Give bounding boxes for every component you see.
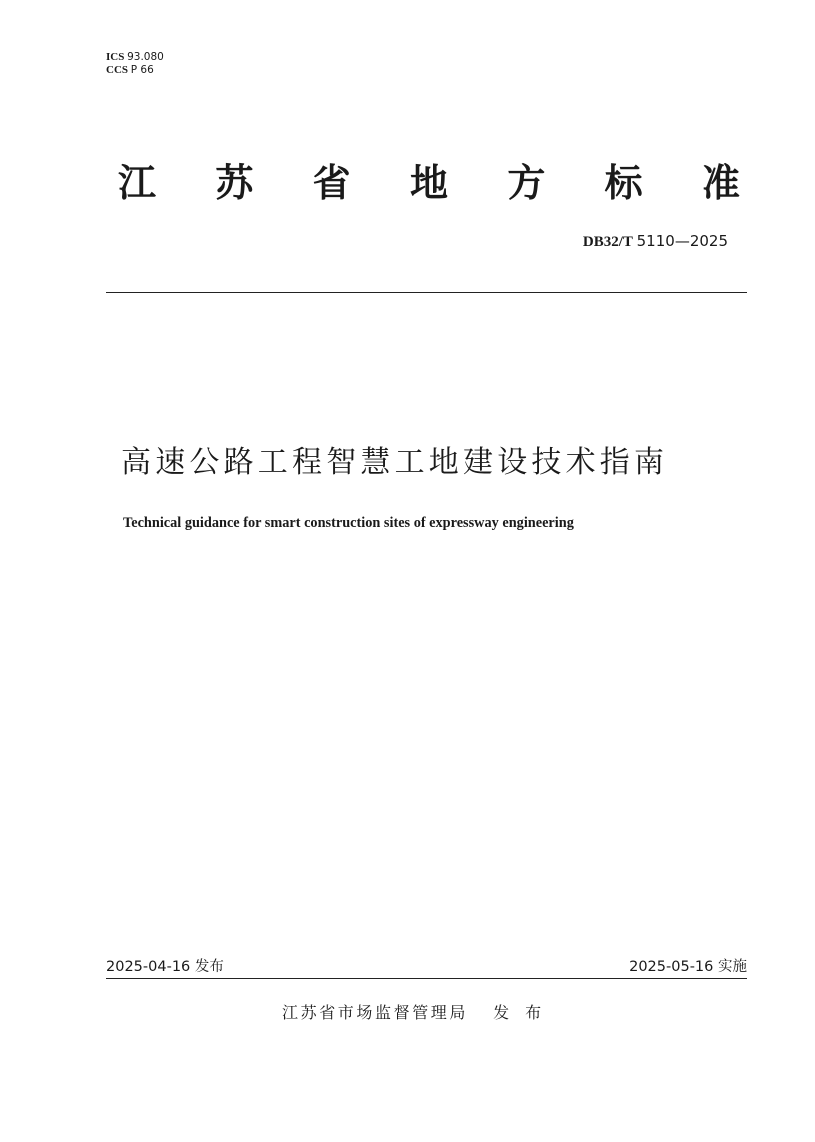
category-char: 省 xyxy=(312,161,351,205)
category-char: 地 xyxy=(409,161,448,205)
top-divider xyxy=(106,292,747,293)
issuer-organization: 江苏省市场监督管理局 xyxy=(282,1003,469,1022)
ccs-label: CCS xyxy=(106,64,129,76)
category-char: 江 xyxy=(118,161,157,205)
standard-number-prefix: DB32/T xyxy=(582,234,633,250)
standard-category-heading xyxy=(118,160,740,206)
classification-codes xyxy=(106,51,164,77)
category-char: 苏 xyxy=(215,161,254,205)
category-char: 标 xyxy=(604,161,643,205)
issuer-action: 发布 xyxy=(493,1003,558,1022)
category-char: 准 xyxy=(701,161,740,205)
ics-code xyxy=(106,51,164,64)
standard-number xyxy=(583,232,728,251)
document-title-chinese: 高速公路工程智慧工地建设技术指南 xyxy=(121,445,669,480)
ccs-code xyxy=(106,64,164,77)
bottom-divider xyxy=(106,978,747,979)
ics-label: ICS xyxy=(106,51,125,63)
implement-date: 2025-05-16 实施 xyxy=(629,959,747,975)
issuing-authority xyxy=(282,1003,557,1023)
category-char: 方 xyxy=(507,161,546,205)
publish-date: 2025-04-16 发布 xyxy=(106,959,224,975)
document-title-english: Technical guidance for smart construction sites of expressway engineering xyxy=(123,515,574,531)
ccs-value: P 66 xyxy=(130,64,154,76)
ics-value: 93.080 xyxy=(127,51,164,63)
standard-number-value: 5110—2025 xyxy=(636,232,728,250)
